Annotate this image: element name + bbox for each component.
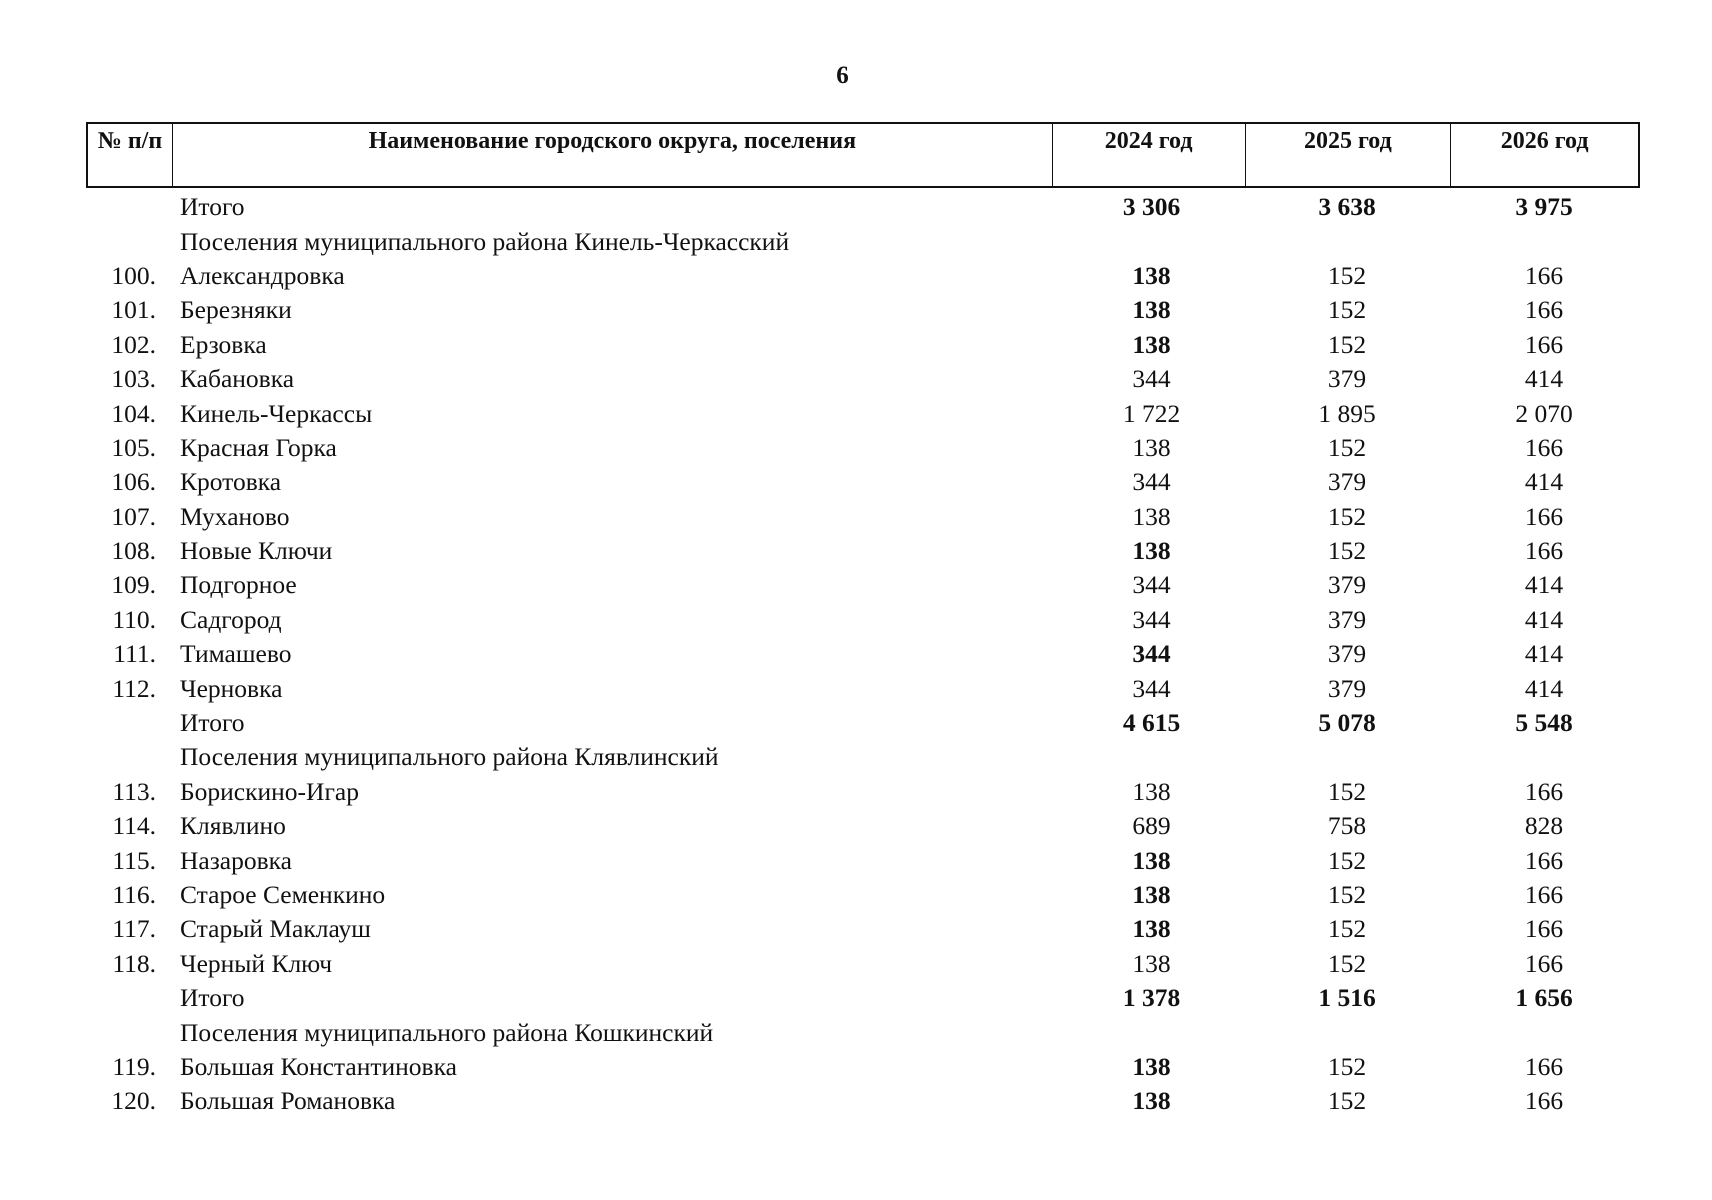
row-name: Борискино-Игар xyxy=(180,776,359,806)
value-2025: 152 xyxy=(1327,948,1367,978)
value-2025: 5 078 xyxy=(1318,708,1376,738)
value-2025: 152 xyxy=(1327,501,1367,531)
table-row xyxy=(86,740,1640,774)
value-2026: 166 xyxy=(1524,260,1564,290)
header-2026: 2026 год xyxy=(1450,124,1638,186)
value-2024: 344 xyxy=(1132,604,1171,634)
value-2025: 379 xyxy=(1327,604,1367,634)
value-2026: 166 xyxy=(1524,880,1564,909)
value-2024: 1 722 xyxy=(1122,398,1181,428)
allocation-table xyxy=(86,122,1640,1119)
value-2024: 344 xyxy=(1132,570,1171,600)
row-number: 114. xyxy=(112,811,156,841)
row-number: 119. xyxy=(112,1051,156,1081)
value-2025: 152 xyxy=(1327,329,1367,359)
value-2024: 344 xyxy=(1132,639,1171,669)
value-2026: 166 xyxy=(1524,1051,1564,1081)
value-2026: 1 656 xyxy=(1515,983,1573,1013)
row-name: Старый Маклауш xyxy=(180,914,371,944)
value-2026: 166 xyxy=(1524,536,1564,566)
row-name: Подгорное xyxy=(180,570,297,600)
row-name: Красная Горка xyxy=(180,432,337,462)
value-2024: 138 xyxy=(1132,432,1171,462)
value-2024: 138 xyxy=(1132,776,1171,806)
row-number: 116. xyxy=(112,880,156,909)
table-row xyxy=(86,1015,1640,1049)
table-row xyxy=(86,637,1640,671)
value-2025: 152 xyxy=(1327,536,1367,566)
table-row xyxy=(86,878,1640,912)
value-2026: 414 xyxy=(1524,673,1564,703)
row-name: Ерзовка xyxy=(180,329,267,359)
value-2025: 3 638 xyxy=(1318,192,1376,222)
row-number: 103. xyxy=(111,364,156,394)
value-2024: 3 306 xyxy=(1122,192,1181,222)
row-name: Кротовка xyxy=(180,467,282,497)
value-2025: 1 516 xyxy=(1318,983,1376,1013)
header-2025: 2025 год xyxy=(1245,124,1451,186)
value-2026: 414 xyxy=(1524,570,1564,600)
value-2025: 379 xyxy=(1327,570,1367,600)
row-name: Новые Ключи xyxy=(180,536,333,566)
row-number: 113. xyxy=(112,776,156,806)
header-number: № п/п xyxy=(97,128,163,154)
row-number: 120. xyxy=(111,1086,156,1116)
value-2025: 152 xyxy=(1327,880,1367,909)
value-2024: 4 615 xyxy=(1122,708,1181,738)
value-2026: 166 xyxy=(1524,501,1564,531)
table-row xyxy=(86,224,1640,258)
table-row xyxy=(86,1050,1640,1084)
value-2026: 5 548 xyxy=(1515,708,1573,738)
table-row xyxy=(86,190,1640,224)
table-header xyxy=(86,122,1640,188)
value-2025: 758 xyxy=(1327,811,1367,841)
row-name: Александровка xyxy=(180,260,345,290)
table-row xyxy=(86,396,1640,430)
value-2025: 152 xyxy=(1327,1086,1367,1116)
value-2026: 3 975 xyxy=(1515,192,1573,222)
value-2025: 152 xyxy=(1327,432,1367,462)
row-number: 106. xyxy=(111,467,156,497)
table-row xyxy=(86,981,1640,1015)
row-number: 117. xyxy=(112,914,156,944)
value-2024: 344 xyxy=(1132,364,1171,394)
value-2025: 1 895 xyxy=(1318,398,1376,428)
value-2024: 138 xyxy=(1132,1051,1171,1081)
row-name: Тимашево xyxy=(180,639,292,669)
row-number: 111. xyxy=(113,639,156,669)
row-name: Муханово xyxy=(180,501,290,531)
value-2026: 828 xyxy=(1524,811,1564,841)
row-name: Большая Константиновка xyxy=(180,1051,457,1081)
table-row xyxy=(86,259,1640,293)
row-number: 104. xyxy=(111,398,156,428)
value-2024: 138 xyxy=(1132,260,1171,290)
row-name: Назаровка xyxy=(180,845,292,875)
row-name: Старое Семенкино xyxy=(180,880,386,909)
row-name: Итого xyxy=(180,983,245,1013)
row-number: 110. xyxy=(112,604,156,634)
value-2024: 689 xyxy=(1132,811,1171,841)
row-number: 105. xyxy=(111,432,156,462)
table-row xyxy=(86,293,1640,327)
row-name: Кинель-Черкассы xyxy=(180,398,373,428)
value-2026: 166 xyxy=(1524,776,1564,806)
row-name: Итого xyxy=(180,192,245,222)
value-2024: 138 xyxy=(1132,880,1171,909)
header-name: Наименование городского округа, поселения xyxy=(172,124,1052,186)
table-row xyxy=(86,671,1640,705)
value-2024: 138 xyxy=(1132,948,1171,978)
value-2024: 1 378 xyxy=(1122,983,1181,1013)
table-row xyxy=(86,843,1640,877)
row-number: 101. xyxy=(111,295,156,325)
table-row xyxy=(86,706,1640,740)
row-name: Черный Ключ xyxy=(180,948,333,978)
value-2025: 152 xyxy=(1327,914,1367,944)
table-row xyxy=(86,431,1640,465)
value-2024: 344 xyxy=(1132,673,1171,703)
row-number: 109. xyxy=(111,570,156,600)
value-2026: 414 xyxy=(1524,639,1564,669)
value-2026: 414 xyxy=(1524,467,1564,497)
value-2025: 152 xyxy=(1327,776,1367,806)
table-row xyxy=(86,362,1640,396)
value-2024: 138 xyxy=(1132,329,1171,359)
row-name: Поселения муниципального района Кошкинский xyxy=(180,1017,714,1047)
value-2025: 152 xyxy=(1327,260,1367,290)
value-2025: 379 xyxy=(1327,673,1367,703)
table-row xyxy=(86,500,1640,534)
value-2026: 166 xyxy=(1524,948,1564,978)
row-name: Клявлино xyxy=(180,811,286,841)
value-2024: 344 xyxy=(1132,467,1171,497)
value-2026: 166 xyxy=(1524,329,1564,359)
value-2026: 166 xyxy=(1524,295,1564,325)
value-2024: 138 xyxy=(1132,295,1171,325)
value-2026: 166 xyxy=(1524,914,1564,944)
table-row xyxy=(86,775,1640,809)
table-row xyxy=(86,465,1640,499)
row-number: 108. xyxy=(111,536,156,566)
header-2024: 2024 год xyxy=(1052,124,1245,186)
value-2025: 379 xyxy=(1327,639,1367,669)
value-2025: 379 xyxy=(1327,364,1367,394)
value-2025: 152 xyxy=(1327,295,1367,325)
value-2026: 166 xyxy=(1524,1086,1564,1116)
table-row xyxy=(86,912,1640,946)
row-number: 118. xyxy=(112,948,156,978)
value-2026: 166 xyxy=(1524,432,1564,462)
row-number: 112. xyxy=(112,673,156,703)
table-body xyxy=(86,190,1640,1119)
value-2026: 414 xyxy=(1524,364,1564,394)
row-name: Березняки xyxy=(180,295,292,325)
table-row xyxy=(86,1084,1640,1118)
value-2026: 414 xyxy=(1524,604,1564,634)
row-number: 115. xyxy=(112,845,156,875)
row-name: Большая Романовка xyxy=(180,1086,396,1116)
value-2024: 138 xyxy=(1132,1086,1171,1116)
value-2024: 138 xyxy=(1132,914,1171,944)
table-row xyxy=(86,603,1640,637)
table-row xyxy=(86,568,1640,602)
row-name: Поселения муниципального района Клявлинский xyxy=(180,742,719,772)
value-2026: 2 070 xyxy=(1515,398,1573,428)
row-number: 100. xyxy=(111,260,156,290)
value-2025: 152 xyxy=(1327,1051,1367,1081)
table-row xyxy=(86,947,1640,981)
table-row xyxy=(86,328,1640,362)
row-number: 102. xyxy=(111,329,156,359)
value-2025: 379 xyxy=(1327,467,1367,497)
value-2024: 138 xyxy=(1132,845,1171,875)
table-row xyxy=(86,809,1640,843)
row-name: Черновка xyxy=(180,673,283,703)
row-name: Кабановка xyxy=(180,364,295,394)
page-number: 6 xyxy=(836,62,849,89)
value-2024: 138 xyxy=(1132,536,1171,566)
table-row xyxy=(86,534,1640,568)
row-name: Садгород xyxy=(180,604,282,634)
value-2025: 152 xyxy=(1327,845,1367,875)
value-2024: 138 xyxy=(1132,501,1171,531)
row-number: 107. xyxy=(111,501,156,531)
row-name: Поселения муниципального района Кинель-Черкасский xyxy=(180,226,790,256)
row-name: Итого xyxy=(180,708,245,738)
value-2026: 166 xyxy=(1524,845,1564,875)
